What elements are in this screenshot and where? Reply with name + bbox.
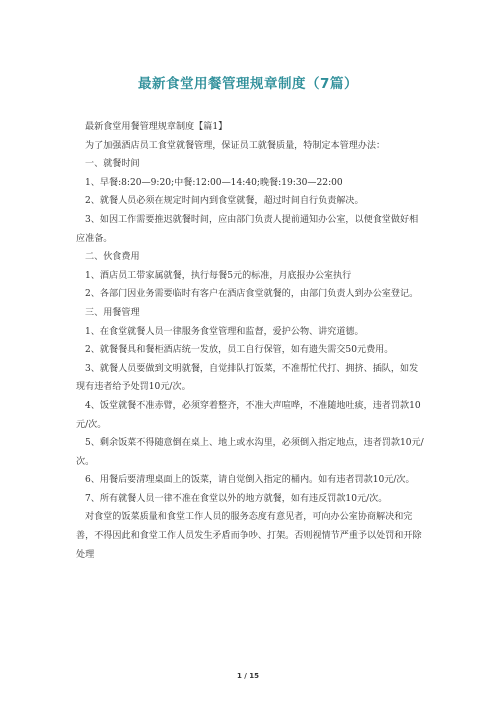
paragraph: 对食堂的饭菜质量和食堂工作人员的服务态度有意见者，可向办公室协商解决和完善，不得因此和食堂工作人员发生矛盾而争吵、打架。否则视情节严重予以处罚和开除处理 bbox=[76, 512, 422, 560]
document-title: 最新食堂用餐管理规章制度（7篇） bbox=[138, 76, 358, 92]
page-number: 1 / 15 bbox=[236, 672, 260, 680]
document-body bbox=[76, 118, 426, 564]
paragraph: 3、就餐人员要做到文明就餐，自觉排队打饭菜，不准帮忙代打、拥挤、插队，如发现有违者给予处罚10元/次。 bbox=[76, 363, 419, 393]
paragraph: 3、如因工作需要推迟就餐时间，应由部门负责人提前通知办公室，以便食堂做好相应准备。 bbox=[76, 214, 419, 244]
paragraph: 最新食堂用餐管理规章制度【篇1】 bbox=[85, 122, 228, 132]
section-heading: 二、伙食费用 bbox=[85, 252, 140, 263]
paragraph: 1、早餐:8:20—9:20;中餐:12:00—14:40;晚餐:19:30—22:00 bbox=[85, 177, 343, 188]
paragraph: 1、在食堂就餐人员一律服务食堂管理和监督，爱护公物、讲究道德。 bbox=[85, 326, 364, 337]
paragraph: 4、饭堂就餐不准赤臂，必须穿着整齐，不准大声喧哗，不准随地吐痰，违者罚款10元/次。 bbox=[76, 400, 421, 430]
paragraph: 为了加强酒店员工食堂就餐管理，保证员工就餐质量，特制定本管理办法： bbox=[85, 140, 386, 151]
section-heading: 三、用餐管理 bbox=[85, 307, 140, 318]
section-heading: 一、就餐时间 bbox=[85, 159, 140, 170]
paragraph: 6、用餐后要清理桌面上的饭菜，请自觉倒入指定的桶内。如有违者罚款10元/次。 bbox=[85, 475, 415, 486]
paragraph: 5、剩余饭菜不得随意倒在桌上、地上或水沟里，必须倒入指定地点，违者罚款10元/次。 bbox=[76, 438, 424, 467]
paragraph: 2、就餐餐具和餐柜酒店统一发放，员工自行保管，如有遗失需交50元费用。 bbox=[85, 345, 394, 356]
paragraph: 7、所有就餐人员一律不准在食堂以外的地方就餐，如有违反罚款10元/次。 bbox=[85, 493, 388, 504]
paragraph: 1、酒店员工带家属就餐，执行每餐5元的标准，月底报办公室执行 bbox=[85, 270, 352, 281]
paragraph: 2、各部门因业务需要临时有客户在酒店食堂就餐的，由部门负责人到办公室登记。 bbox=[85, 289, 419, 300]
paragraph: 2、就餐人员必须在规定时间内到食堂就餐，超过时间自行负责解决。 bbox=[85, 196, 364, 207]
